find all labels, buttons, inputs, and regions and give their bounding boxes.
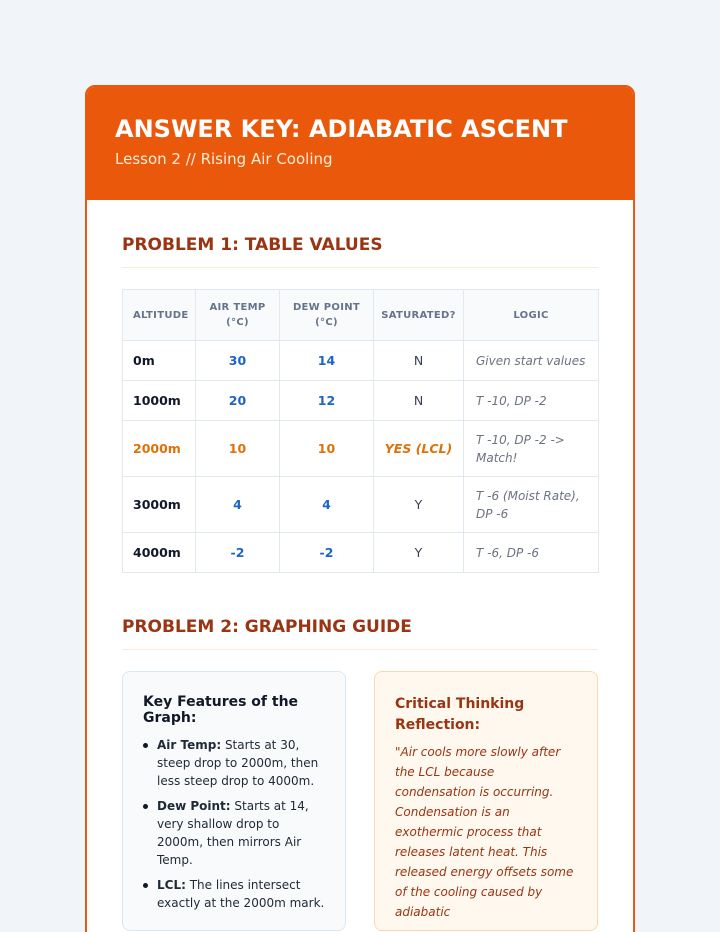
cell-air-temp: 30 — [196, 341, 280, 381]
table-row — [123, 477, 599, 533]
page-title: ANSWER KEY: ADIABATIC ASCENT — [115, 115, 568, 143]
feature-text: The lines intersect exactly at the 2000m mark. — [157, 878, 325, 910]
table-row — [123, 341, 599, 381]
key-features-list — [143, 736, 325, 912]
cell-altitude: 1000m — [123, 381, 196, 421]
feature-label: Dew Point: — [157, 799, 231, 813]
col-header-altitude: ALTITUDE — [123, 290, 196, 341]
cell-altitude: 3000m — [123, 477, 196, 533]
reflection-box — [374, 671, 598, 931]
cell-saturated: Y — [374, 477, 464, 533]
cell-logic: T -10, DP -2 — [464, 381, 599, 421]
table-row-lcl — [123, 421, 599, 477]
feature-label: LCL: — [157, 878, 186, 892]
problem2-title: PROBLEM 2: GRAPHING GUIDE — [122, 617, 598, 650]
feature-label: Air Temp: — [157, 738, 222, 752]
problem1-title: PROBLEM 1: TABLE VALUES — [122, 235, 598, 268]
cell-air-temp: 10 — [196, 421, 280, 477]
card-header — [87, 87, 633, 200]
col-header-dew-point: DEW POINT (°C) — [280, 290, 374, 341]
card-content — [87, 235, 633, 931]
answer-key-card — [85, 85, 635, 932]
cell-logic: T -6 (Moist Rate), DP -6 — [464, 477, 599, 533]
reflection-quote: "Air cools more slowly after the LCL because condensation is occurring. Condensation is an exothermic process that releases latent heat. This released energy offsets some of the cooling caused by adiabatic — [395, 745, 574, 919]
cell-dew-point: 10 — [280, 421, 374, 477]
cell-dew-point: 14 — [280, 341, 374, 381]
page-subtitle: Lesson 2 // Rising Air Cooling — [115, 150, 333, 168]
list-item — [143, 876, 325, 912]
cell-altitude: 2000m — [123, 421, 196, 477]
cell-saturated: N — [374, 381, 464, 421]
cell-air-temp: 20 — [196, 381, 280, 421]
list-item — [143, 797, 325, 869]
cell-logic: Given start values — [464, 341, 599, 381]
cell-air-temp: 4 — [196, 477, 280, 533]
cell-saturated: N — [374, 341, 464, 381]
col-header-saturated: SATURATED? — [374, 290, 464, 341]
cell-logic: T -6, DP -6 — [464, 533, 599, 573]
col-header-logic: LOGIC — [464, 290, 599, 341]
cell-logic: T -10, DP -2 -> Match! — [464, 421, 599, 477]
table-row — [123, 533, 599, 573]
cell-altitude: 0m — [123, 341, 196, 381]
col-header-air-temp: AIR TEMP (°C) — [196, 290, 280, 341]
cell-saturated: Y — [374, 533, 464, 573]
key-features-heading: Key Features of the Graph: — [143, 694, 299, 726]
feature-text: Starts at 14, very shallow drop to 2000m, then mirrors Air Temp. — [157, 799, 309, 867]
cell-saturated: YES (LCL) — [374, 421, 464, 477]
values-table — [122, 289, 599, 573]
cell-dew-point: 4 — [280, 477, 374, 533]
reflection-heading: Critical Thinking Reflection: — [395, 696, 525, 733]
graphing-guide-columns — [122, 671, 598, 931]
feature-text: Starts at 30, steep drop to 2000m, then less steep drop to 4000m. — [157, 738, 319, 788]
cell-altitude: 4000m — [123, 533, 196, 573]
table-header-row — [123, 290, 599, 341]
cell-dew-point: -2 — [280, 533, 374, 573]
key-features-box — [122, 671, 346, 931]
cell-dew-point: 12 — [280, 381, 374, 421]
cell-air-temp: -2 — [196, 533, 280, 573]
table-row — [123, 381, 599, 421]
list-item — [143, 736, 325, 790]
